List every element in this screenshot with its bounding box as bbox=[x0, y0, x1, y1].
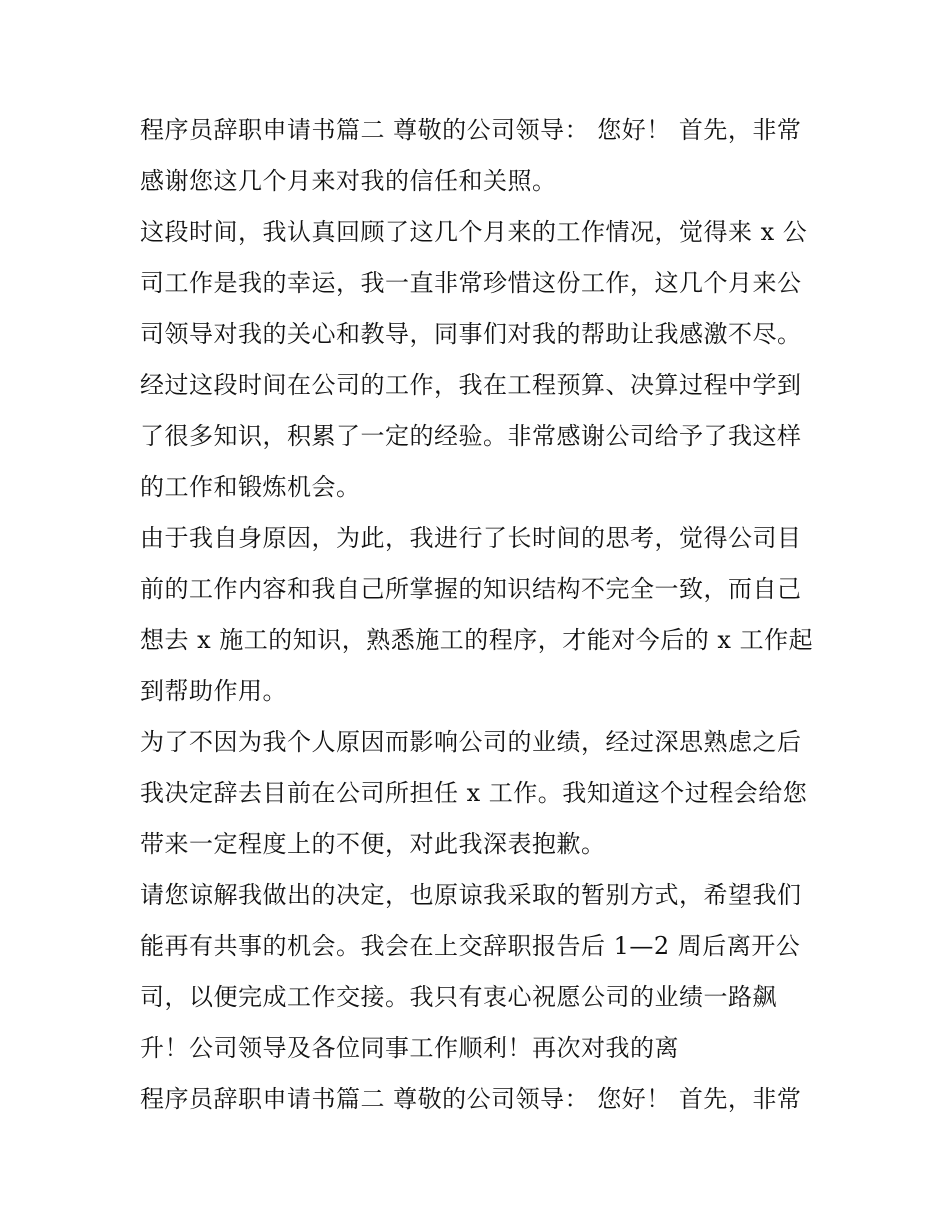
text-line-2: 感谢您这几个月来对我的信任和关照。 bbox=[140, 167, 557, 195]
text-line-4: 司工作是我的幸运，我一直非常珍惜这份工作，这几个月来公 bbox=[140, 269, 802, 297]
text-line-10: 前的工作内容和我自己所掌握的知识结构不完全一致，而自己 bbox=[140, 575, 802, 603]
document-body bbox=[140, 105, 820, 1125]
text-line-16: 请您谅解我做出的决定，也原谅我采取的暂别方式，希望我们 bbox=[140, 881, 802, 909]
text-line-12: 到帮助作用。 bbox=[140, 677, 287, 705]
text-line-15: 带来一定程度上的不便，对此我深表抱歉。 bbox=[140, 830, 606, 858]
text-line-1: 程序员辞职申请书篇二 尊敬的公司领导： 您好！ 首先，非常 bbox=[140, 116, 802, 144]
text-line-8: 的工作和锻炼机会。 bbox=[140, 473, 361, 501]
text-line-17: 能再有共事的机会。我会在上交辞职报告后 1—2 周后离开公 bbox=[140, 932, 801, 960]
text-line-13: 为了不因为我个人原因而影响公司的业绩，经过深思熟虑之后 bbox=[140, 728, 802, 756]
text-line-5: 司领导对我的关心和教导，同事们对我的帮助让我感激不尽。 bbox=[140, 320, 802, 348]
text-line-14: 我决定辞去目前在公司所担任 x 工作。我知道这个过程会给您 bbox=[140, 779, 808, 807]
text-line-7: 了很多知识，积累了一定的经验。非常感谢公司给予了我这样 bbox=[140, 422, 802, 450]
text-line-19: 升！公司领导及各位同事工作顺利！再次对我的离 bbox=[140, 1034, 679, 1062]
text-line-11: 想去 x 施工的知识，熟悉施工的程序，才能对今后的 x 工作起 bbox=[140, 626, 814, 654]
text-line-18: 司，以便完成工作交接。我只有衷心祝愿公司的业绩一路飙 bbox=[140, 983, 777, 1011]
text-line-9: 由于我自身原因，为此，我进行了长时间的思考，觉得公司目 bbox=[140, 524, 802, 552]
text-line-3: 这段时间，我认真回顾了这几个月来的工作情况，觉得来 x 公 bbox=[140, 218, 808, 246]
text-line-6: 经过这段时间在公司的工作，我在工程预算、决算过程中学到 bbox=[140, 371, 802, 399]
text-line-20: 程序员辞职申请书篇二 尊敬的公司领导： 您好！ 首先，非常 bbox=[140, 1085, 802, 1113]
